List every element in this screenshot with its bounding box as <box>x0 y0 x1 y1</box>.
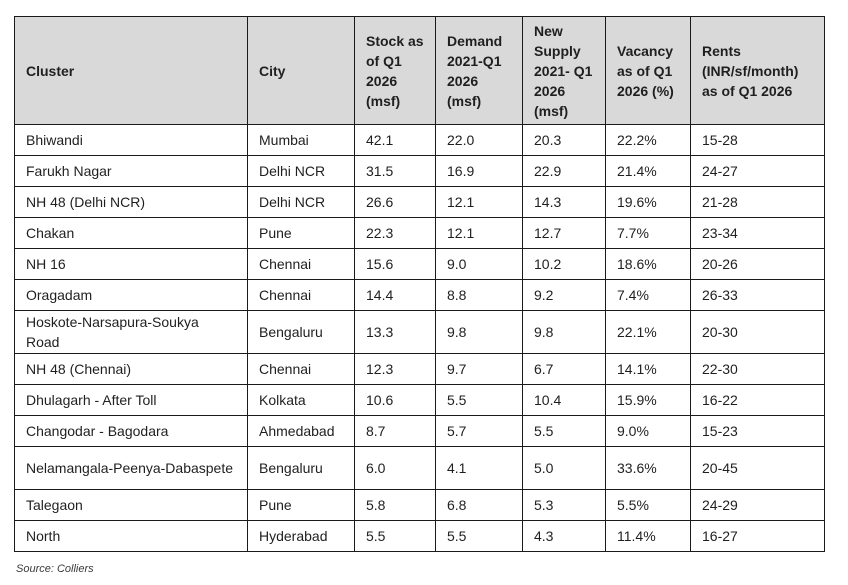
table-row <box>15 416 825 447</box>
table-row <box>15 385 825 416</box>
table-row <box>15 156 825 187</box>
cell-vacancy: 9.0% <box>606 416 691 447</box>
cell-demand: 5.5 <box>436 521 523 552</box>
cell-cluster: Oragadam <box>15 280 248 311</box>
cell-demand: 12.1 <box>436 218 523 249</box>
cell-stock: 10.6 <box>355 385 436 416</box>
cell-vacancy: 14.1% <box>606 354 691 385</box>
cell-city: Hyderabad <box>248 521 355 552</box>
table-row <box>15 187 825 218</box>
cell-cluster: North <box>15 521 248 552</box>
cell-vacancy: 11.4% <box>606 521 691 552</box>
cell-rents: 16-27 <box>691 521 825 552</box>
cell-rents: 15-28 <box>691 125 825 156</box>
cell-vacancy: 15.9% <box>606 385 691 416</box>
cell-new-supply: 4.3 <box>523 521 606 552</box>
cell-cluster: NH 48 (Delhi NCR) <box>15 187 248 218</box>
table-row <box>15 125 825 156</box>
cell-rents: 20-26 <box>691 249 825 280</box>
cell-new-supply: 10.4 <box>523 385 606 416</box>
cell-new-supply: 6.7 <box>523 354 606 385</box>
cell-rents: 23-34 <box>691 218 825 249</box>
cell-stock: 26.6 <box>355 187 436 218</box>
cell-city: Bengaluru <box>248 311 355 354</box>
cell-city: Chennai <box>248 280 355 311</box>
table-header <box>15 17 825 125</box>
cell-demand: 5.7 <box>436 416 523 447</box>
cell-new-supply: 5.0 <box>523 447 606 490</box>
cell-cluster: Hoskote-Narsapura-Soukya Road <box>15 311 248 354</box>
cell-stock: 42.1 <box>355 125 436 156</box>
cell-demand: 16.9 <box>436 156 523 187</box>
cell-rents: 26-33 <box>691 280 825 311</box>
header-stock: Stock as of Q1 2026 (msf) <box>355 17 436 125</box>
cell-stock: 15.6 <box>355 249 436 280</box>
cell-cluster: Bhiwandi <box>15 125 248 156</box>
cell-demand: 4.1 <box>436 447 523 490</box>
cell-stock: 22.3 <box>355 218 436 249</box>
header-cluster: Cluster <box>15 17 248 125</box>
cell-cluster: Dhulagarh - After Toll <box>15 385 248 416</box>
cell-demand: 12.1 <box>436 187 523 218</box>
cell-new-supply: 10.2 <box>523 249 606 280</box>
cell-new-supply: 5.5 <box>523 416 606 447</box>
cell-new-supply: 5.3 <box>523 490 606 521</box>
table-row <box>15 311 825 354</box>
warehousing-clusters-table <box>14 16 825 552</box>
cell-new-supply: 12.7 <box>523 218 606 249</box>
source-note: Source: Colliers <box>16 563 94 575</box>
cell-vacancy: 5.5% <box>606 490 691 521</box>
cell-stock: 13.3 <box>355 311 436 354</box>
cell-vacancy: 22.1% <box>606 311 691 354</box>
header-demand: Demand 2021-Q1 2026 (msf) <box>436 17 523 125</box>
cell-demand: 6.8 <box>436 490 523 521</box>
cell-demand: 9.8 <box>436 311 523 354</box>
cell-vacancy: 7.4% <box>606 280 691 311</box>
table-row <box>15 447 825 490</box>
cell-rents: 20-30 <box>691 311 825 354</box>
cell-vacancy: 7.7% <box>606 218 691 249</box>
cell-city: Kolkata <box>248 385 355 416</box>
table-row <box>15 521 825 552</box>
cell-cluster: NH 48 (Chennai) <box>15 354 248 385</box>
cell-new-supply: 20.3 <box>523 125 606 156</box>
cell-new-supply: 14.3 <box>523 187 606 218</box>
cell-stock: 12.3 <box>355 354 436 385</box>
cell-new-supply: 22.9 <box>523 156 606 187</box>
cell-vacancy: 33.6% <box>606 447 691 490</box>
table-row <box>15 280 825 311</box>
cell-city: Ahmedabad <box>248 416 355 447</box>
cell-stock: 5.8 <box>355 490 436 521</box>
table-row <box>15 249 825 280</box>
cell-city: Chennai <box>248 354 355 385</box>
cell-city: Pune <box>248 490 355 521</box>
cell-vacancy: 22.2% <box>606 125 691 156</box>
cell-city: Delhi NCR <box>248 156 355 187</box>
cell-city: Delhi NCR <box>248 187 355 218</box>
cell-rents: 21-28 <box>691 187 825 218</box>
cell-rents: 16-22 <box>691 385 825 416</box>
cell-rents: 24-27 <box>691 156 825 187</box>
cell-vacancy: 21.4% <box>606 156 691 187</box>
cell-city: Chennai <box>248 249 355 280</box>
cell-demand: 5.5 <box>436 385 523 416</box>
cell-cluster: Changodar - Bagodara <box>15 416 248 447</box>
cell-stock: 8.7 <box>355 416 436 447</box>
header-row <box>15 17 825 125</box>
cell-stock: 31.5 <box>355 156 436 187</box>
cell-vacancy: 18.6% <box>606 249 691 280</box>
cell-demand: 9.0 <box>436 249 523 280</box>
cell-demand: 8.8 <box>436 280 523 311</box>
cell-new-supply: 9.2 <box>523 280 606 311</box>
cell-rents: 20-45 <box>691 447 825 490</box>
cell-stock: 14.4 <box>355 280 436 311</box>
table-row <box>15 218 825 249</box>
cell-city: Mumbai <box>248 125 355 156</box>
cell-stock: 5.5 <box>355 521 436 552</box>
header-rents: Rents (INR/sf/month) as of Q1 2026 <box>691 17 825 125</box>
cell-new-supply: 9.8 <box>523 311 606 354</box>
cell-cluster: Farukh Nagar <box>15 156 248 187</box>
table-body <box>15 125 825 552</box>
cell-city: Pune <box>248 218 355 249</box>
table-row <box>15 354 825 385</box>
cell-stock: 6.0 <box>355 447 436 490</box>
cell-cluster: Talegaon <box>15 490 248 521</box>
cell-demand: 22.0 <box>436 125 523 156</box>
cell-cluster: Chakan <box>15 218 248 249</box>
cell-rents: 24-29 <box>691 490 825 521</box>
cell-vacancy: 19.6% <box>606 187 691 218</box>
table-row <box>15 490 825 521</box>
cell-demand: 9.7 <box>436 354 523 385</box>
cell-cluster: NH 16 <box>15 249 248 280</box>
header-city: City <box>248 17 355 125</box>
cell-city: Bengaluru <box>248 447 355 490</box>
header-new-supply: New Supply 2021- Q1 2026 (msf) <box>523 17 606 125</box>
cell-cluster: Nelamangala-Peenya-Dabaspete <box>15 447 248 490</box>
cell-rents: 15-23 <box>691 416 825 447</box>
cell-rents: 22-30 <box>691 354 825 385</box>
warehousing-clusters-table-container <box>14 16 824 552</box>
header-vacancy: Vacancy as of Q1 2026 (%) <box>606 17 691 125</box>
